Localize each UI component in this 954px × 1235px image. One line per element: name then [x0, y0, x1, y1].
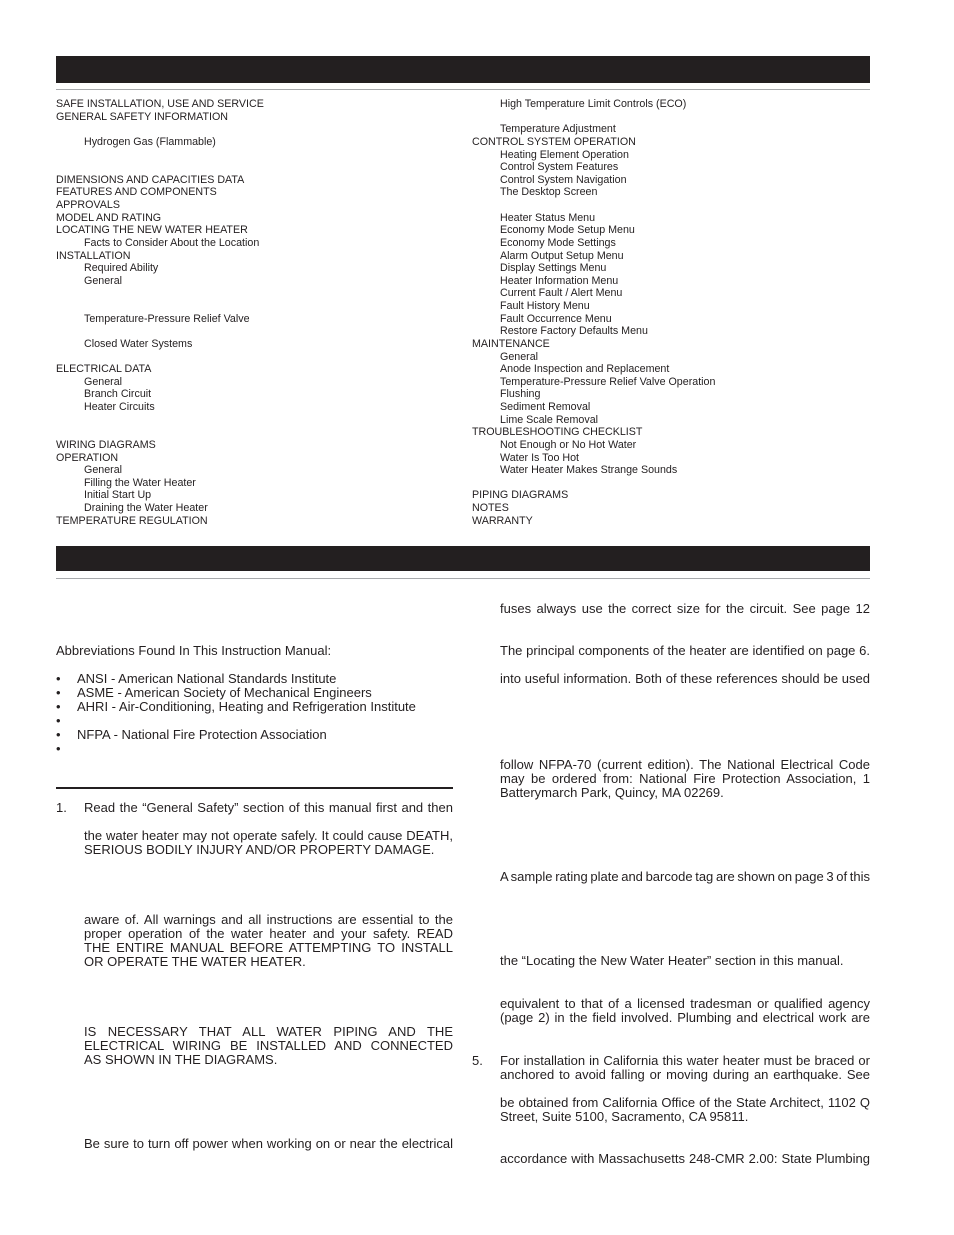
abbreviation-item: AHRI - Air-Conditioning, Heating and Refrigeration Institute: [77, 700, 416, 714]
toc-section-title: INSTALLATION: [56, 249, 131, 262]
toc-subsection: Required Ability: [84, 262, 159, 275]
toc-subsection: Temperature Adjustment: [500, 123, 616, 136]
body-text-line: (page 2) in the field involved. Plumbing and electrical work are: [500, 1011, 870, 1025]
toc-section-title: ELECTRICAL DATA: [56, 363, 152, 376]
body-text-line: AS SHOWN IN THE DIAGRAMS.: [84, 1053, 278, 1067]
bullet-glyph: •: [56, 700, 61, 714]
toc-section-title: MODEL AND RATING: [56, 211, 162, 224]
toc-subsection: Filling the Water Heater: [84, 476, 196, 489]
body-text-line: accordance with Massachusetts 248-CMR 2.00: State Plumbing: [500, 1152, 870, 1166]
toc-section-title: MAINTENANCE: [472, 337, 550, 350]
body-text-line: aware of. All warnings and all instructions are essential to the: [84, 913, 453, 927]
body-text-line: THE ENTIRE MANUAL BEFORE ATTEMPTING TO INSTALL: [84, 941, 453, 955]
section-header-rule: [56, 578, 870, 579]
toc-subsection: Alarm Output Setup Menu: [500, 249, 624, 262]
toc-subsection: Temperature-Pressure Relief Valve: [84, 312, 250, 325]
toc-subsection: Water Heater Makes Strange Sounds: [500, 464, 678, 477]
toc-section-title: LOCATING THE NEW WATER HEATER: [56, 224, 248, 237]
body-text-line: into useful information. Both of these references should be used: [500, 672, 870, 686]
toc-subsection: The Desktop Screen: [500, 186, 598, 199]
bullet-glyph: •: [56, 728, 61, 742]
toc-section-title: PIPING DIAGRAMS: [472, 489, 569, 502]
toc-blank-line: [56, 351, 456, 364]
toc-subsection: General: [84, 274, 123, 287]
toc-blank-line: [472, 199, 870, 212]
toc-subsection: Economy Mode Setup Menu: [500, 224, 635, 237]
toc-subsection: Initial Start Up: [84, 489, 152, 502]
toc-blank-line: [56, 161, 456, 174]
toc-subsection: Not Enough or No Hot Water: [500, 438, 637, 451]
body-text-line: IS NECESSARY THAT ALL WATER PIPING AND THE: [84, 1025, 453, 1039]
body-text-line: Read the “General Safety” section of this manual first and then: [84, 801, 453, 815]
body-text-line: Batterymarch Park, Quincy, MA 02269.: [500, 786, 724, 800]
abbreviation-item: ASME - American Society of Mechanical Engineers: [77, 686, 372, 700]
toc-section-title: GENERAL SAFETY INFORMATION: [56, 110, 229, 123]
toc-subsection: Facts to Consider About the Location: [84, 236, 260, 249]
bullet-glyph: •: [56, 714, 61, 728]
body-text-line: follow NFPA-70 (current edition). The National Electrical Code: [500, 758, 870, 772]
toc-subsection: Economy Mode Settings: [500, 236, 616, 249]
toc-subsection: General: [84, 464, 123, 477]
toc-subsection: Draining the Water Heater: [84, 502, 208, 514]
toc-subsection: General: [84, 375, 123, 388]
abbreviation-item: NFPA - National Fire Protection Association: [77, 728, 327, 742]
toc-right-column: [472, 98, 870, 527]
body-text-line: the water heater may not operate safely. It could cause DEATH,: [84, 829, 453, 843]
toc-subsection: Flushing: [500, 388, 541, 401]
section-header-bar: [56, 546, 870, 571]
bullet-glyph: •: [56, 686, 61, 700]
toc-subsection: Heating Element Operation: [500, 148, 629, 161]
toc-section-title: NOTES: [472, 502, 509, 514]
toc-subsection: Temperature-Pressure Relief Valve Operation: [500, 375, 716, 388]
toc-blank-line: [56, 426, 456, 439]
toc-subsection: General: [500, 350, 539, 363]
toc-section-title: TROUBLESHOOTING CHECKLIST: [472, 426, 643, 439]
toc-subsection: Heater Status Menu: [500, 211, 596, 224]
body-text-line: may be ordered from: National Fire Protection Association, 1: [500, 772, 870, 786]
body-text-line: The principal components of the heater are identified on page 6.: [500, 644, 870, 658]
bullet-glyph: •: [56, 742, 61, 756]
toc-blank-line: [472, 111, 870, 124]
toc-header-bar: [56, 56, 870, 83]
toc-section-title: FEATURES AND COMPONENTS: [56, 186, 217, 199]
toc-subsection: High Temperature Limit Controls (ECO): [500, 98, 687, 110]
toc-blank-line: [472, 477, 870, 490]
toc-section-title: SAFE INSTALLATION, USE AND SERVICE: [56, 98, 264, 110]
toc-subsection: Branch Circuit: [84, 388, 152, 401]
body-text-line: anchored to avoid falling or moving during an earthquake. See: [500, 1068, 870, 1082]
body-text-line: For installation in California this water heater must be braced or: [500, 1054, 870, 1068]
body-text-line: OR OPERATE THE WATER HEATER.: [84, 955, 306, 969]
toc-subsection: Heater Circuits: [84, 401, 155, 413]
bullet-glyph: •: [56, 672, 61, 686]
body-text-line: fuses always use the correct size for the circuit. See page 12: [500, 602, 870, 616]
toc-subsection: Display Settings Menu: [500, 262, 607, 275]
body-text-line: ELECTRICAL WIRING BE INSTALLED AND CONNECTED: [84, 1039, 453, 1053]
abbreviation-item: ANSI - American National Standards Institute: [77, 672, 337, 686]
toc-subsection: Water Is Too Hot: [500, 451, 579, 464]
toc-subsection: Control System Features: [500, 161, 619, 174]
body-text-line: equivalent to that of a licensed tradesman or qualified agency: [500, 997, 870, 1011]
toc-blank-line: [56, 123, 456, 136]
list-number: 1.: [56, 801, 67, 815]
toc-subsection: Control System Navigation: [500, 173, 627, 186]
toc-left-column: [56, 98, 456, 527]
toc-subsection: Sediment Removal: [500, 401, 591, 413]
toc-header-rule: [56, 89, 870, 90]
toc-blank-line: [56, 149, 456, 162]
toc-section-title: APPROVALS: [56, 199, 120, 211]
toc-subsection: Anode Inspection and Replacement: [500, 363, 670, 376]
body-text-line: Be sure to turn off power when working on or near the electrical: [84, 1137, 453, 1151]
toc-blank-line: [56, 325, 456, 338]
toc-subsection: Fault Occurrence Menu: [500, 312, 612, 325]
toc-subsection: Fault History Menu: [500, 300, 590, 312]
toc-subsection: Heater Information Menu: [500, 274, 619, 287]
body-text-line: SERIOUS BODILY INJURY AND/OR PROPERTY DAMAGE.: [84, 843, 435, 857]
toc-subsection: Restore Factory Defaults Menu: [500, 325, 648, 338]
body-text-line: Street, Suite 5100, Sacramento, CA 95811.: [500, 1110, 749, 1124]
body-text-line: the “Locating the New Water Heater” section in this manual.: [500, 954, 844, 968]
toc-subsection: Closed Water Systems: [84, 337, 193, 350]
toc-blank-line: [56, 300, 456, 313]
toc-blank-line: [56, 414, 456, 427]
toc-blank-line: [56, 287, 456, 300]
toc-section-title: WARRANTY: [472, 514, 533, 527]
body-text-line: proper operation of the water heater and your safety. READ: [84, 927, 453, 941]
toc-section-title: DIMENSIONS AND CAPACITIES DATA: [56, 173, 245, 186]
toc-subsection: Current Fault / Alert Menu: [500, 287, 623, 300]
toc-section-title: OPERATION: [56, 451, 119, 464]
toc-subsection: Hydrogen Gas (Flammable): [84, 135, 216, 148]
toc-subsection: Lime Scale Removal: [500, 413, 599, 426]
body-text-line: be obtained from California Office of the State Architect, 1102 Q: [500, 1096, 870, 1110]
toc-section-title: TEMPERATURE REGULATION: [56, 514, 208, 527]
toc-section-title: WIRING DIAGRAMS: [56, 438, 156, 451]
toc-section-title: CONTROL SYSTEM OPERATION: [472, 135, 636, 148]
abbreviations-heading: Abbreviations Found In This Instruction Manual:: [56, 644, 332, 658]
list-number: 5.: [472, 1054, 483, 1068]
divider-rule: [56, 787, 453, 789]
body-text-line: A sample rating plate and barcode tag are shown on page 3 of this: [500, 870, 870, 884]
